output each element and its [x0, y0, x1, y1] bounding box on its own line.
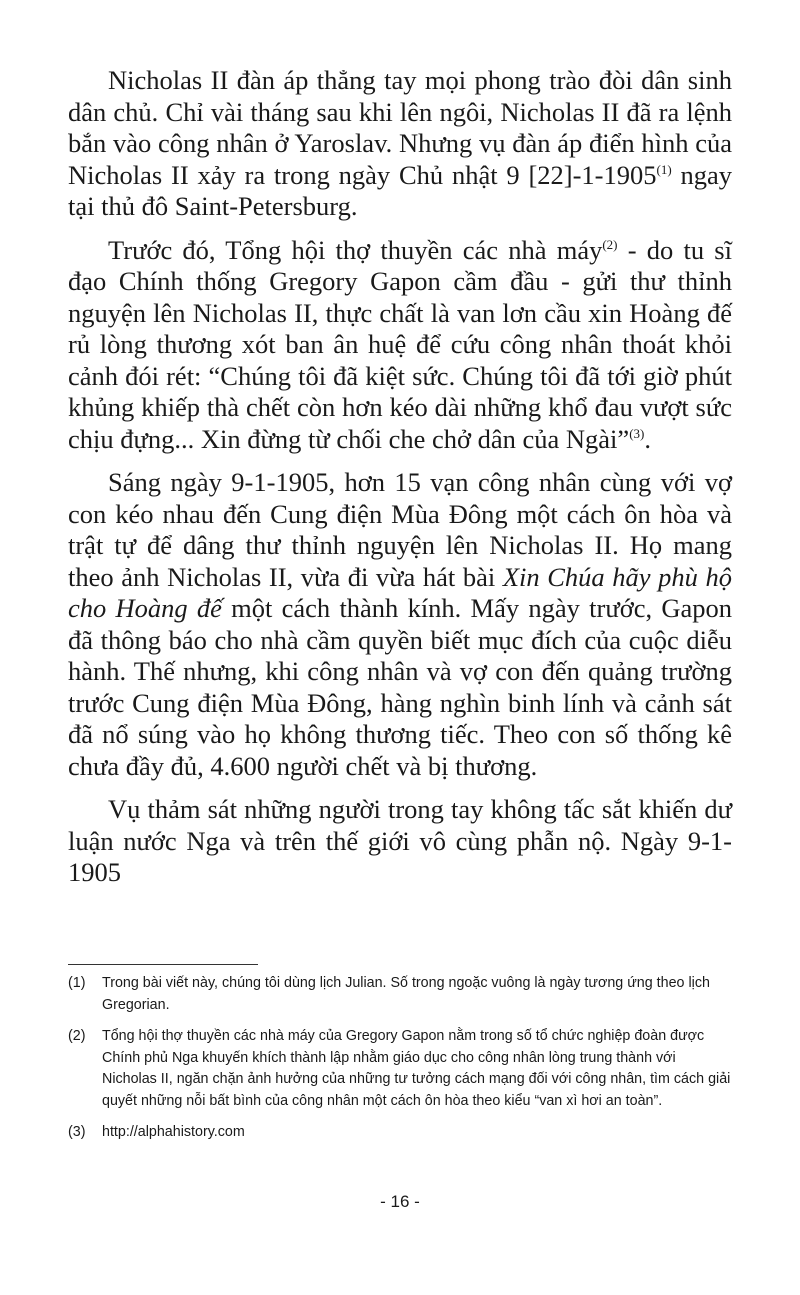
footnote-1-text: Trong bài viết này, chúng tôi dùng lịch Julian. Số trong ngoặc vuông là ngày tương ứng theo lịch Gregorian.	[102, 975, 710, 1013]
footnote-ref-2: (2)	[602, 236, 618, 252]
footnote-3	[68, 1122, 732, 1144]
footnote-3-number: (3)	[68, 1124, 86, 1140]
paragraph-2-text-3: .	[644, 423, 651, 454]
paragraph-2	[68, 235, 732, 456]
footnote-ref-3: (3)	[629, 425, 645, 441]
paragraph-3-text-1: Sáng ngày 9-1-1905, hơn 15 vạn công nhân cùng với vợ con kéo nhau đến Cung điện Mùa Đông một cách ôn hòa và trật tự để dâng thư thỉnh nguyện lên Nicholas II. Họ mang theo ảnh Nicholas II, vừa đi vừa hát bài	[68, 467, 732, 592]
paragraph-2-text-2: - do tu sĩ đạo Chính thống Gregory Gapon cầm đầu - gửi thư thỉnh nguyện lên Nicholas II, thực chất là van lơn cầu xin Hoàng đế rủ lòng thương xót ban ân huệ để cứu công nhân thoát khỏi cảnh đói rét: “Chúng tôi đã kiệt sức. Chúng tôi đã tới giờ phút khủng khiếp thà chết còn hơn kéo dài những khổ đau vượt sức chịu đựng... Xin đừng từ chối che chở dân của Ngài”	[68, 234, 732, 454]
paragraph-3-text-2: một cách thành kính. Mấy ngày trước, Gapon đã thông báo cho nhà cầm quyền biết mục đích của cuộc diễu hành. Thế nhưng, khi công nhân và vợ con đến quảng trường trước Cung điện Mùa Đông, hàng nghìn binh lính và cảnh sát đã nổ súng vào họ không thương tiếc. Theo con số thống kê chưa đầy đủ, 4.600 người chết và bị thương.	[68, 593, 732, 781]
footnotes	[68, 973, 732, 1154]
footnote-ref-1: (1)	[656, 161, 672, 177]
footnote-2-text: Tổng hội thợ thuyền các nhà máy của Gregory Gapon nằm trong số tổ chức nghiệp đoàn được Chính phủ Nga khuyến khích thành lập nhằm giáo dục cho công nhân lòng trung thành với Nicholas II, ngăn chặn ảnh hưởng của những tư tưởng cách mạng đối với công nhân, tìm cách giải quyết những nỗi bất bình của công nhân một cách ôn hòa theo kiểu “van xì hơi an toàn”.	[102, 1028, 731, 1109]
footnote-1-number: (1)	[68, 975, 86, 991]
paragraph-3	[68, 467, 732, 782]
footnote-1	[68, 973, 732, 1016]
paragraph-4	[68, 794, 732, 889]
footnote-3-link[interactable]: http://alphahistory.com	[102, 1124, 245, 1140]
paragraph-1-text-2: ngay tại thủ đô Saint-Petersburg.	[68, 159, 733, 221]
footnote-divider	[68, 964, 258, 965]
footnote-2	[68, 1026, 732, 1112]
page-number: - 16 -	[380, 1192, 420, 1211]
paragraph-4-text-1: Vụ thảm sát những người trong tay không tấc sắt khiến dư luận nước Nga và trên thế giới vô cùng phẫn nộ. Ngày 9-1-1905	[68, 794, 732, 887]
paragraph-1	[68, 65, 732, 223]
song-title: Xin Chúa hãy phù hộ cho Hoàng đế	[68, 561, 732, 623]
paragraph-2-text-1: Trước đó, Tổng hội thợ thuyền các nhà máy	[108, 234, 603, 265]
body-text	[68, 65, 732, 889]
paragraph-1-text-1: Nicholas II đàn áp thẳng tay mọi phong trào đòi dân sinh dân chủ. Chỉ vài tháng sau khi lên ngôi, Nicholas II đã ra lệnh bắn vào công nhân ở Yaroslav. Nhưng vụ đàn áp điển hình của Nicholas II xảy ra trong ngày Chủ nhật 9 [22]-1-1905	[68, 65, 732, 190]
footnote-2-number: (2)	[68, 1028, 86, 1044]
